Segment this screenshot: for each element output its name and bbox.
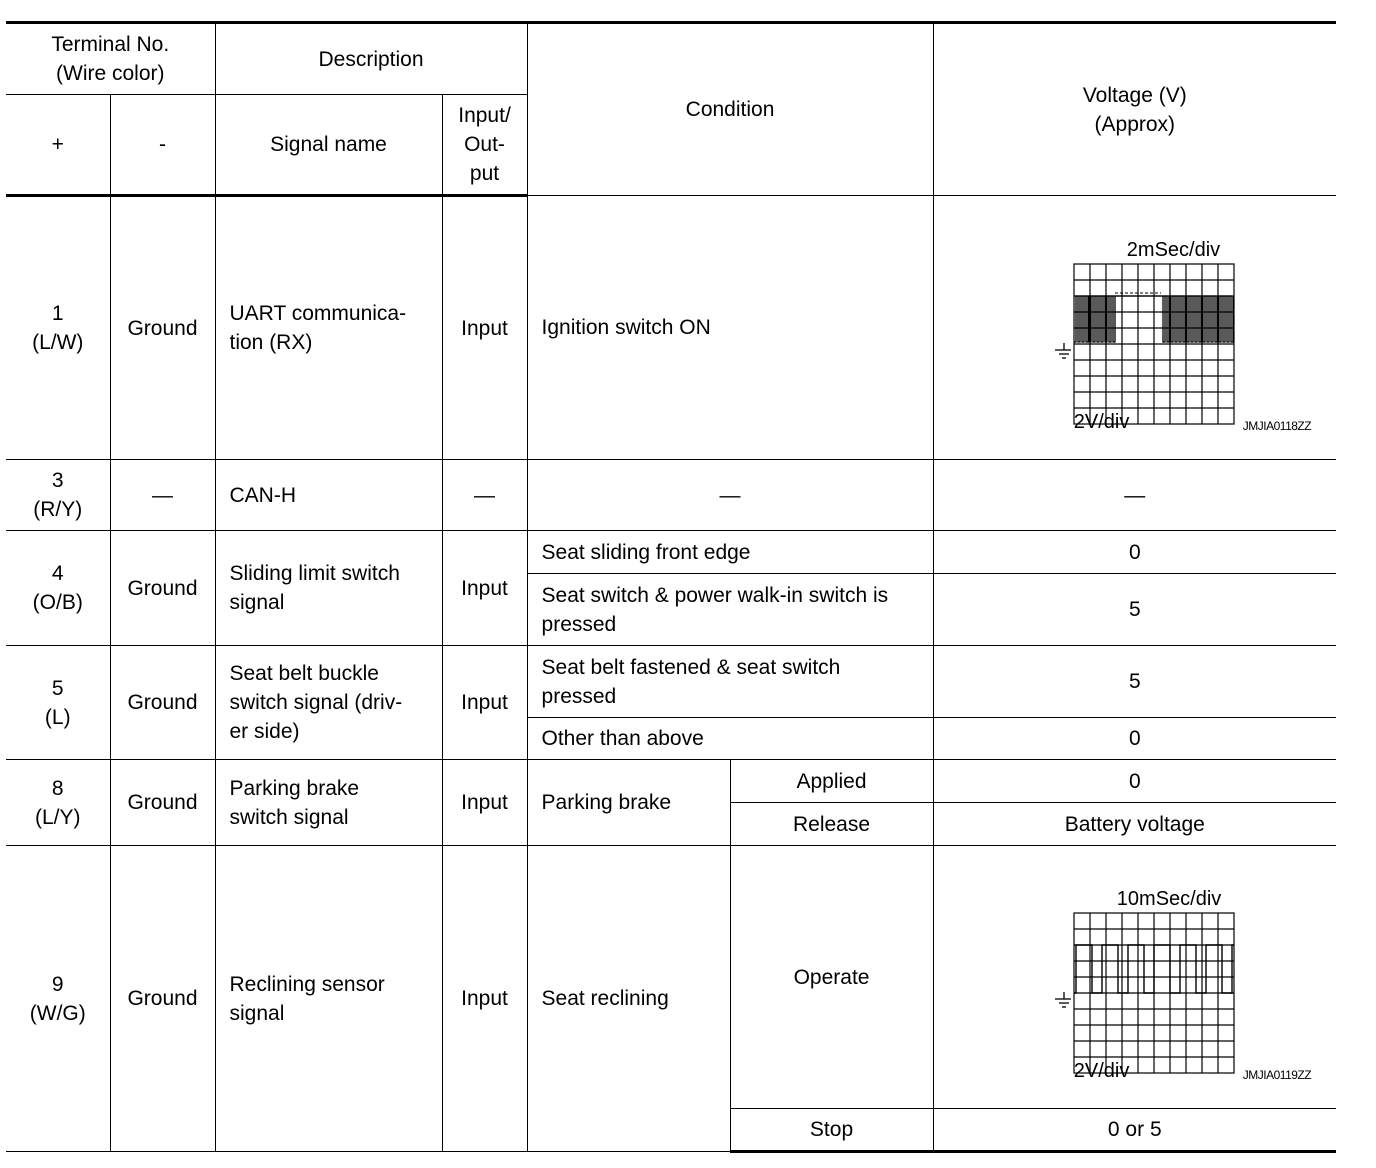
signal-name-cell [215, 531, 442, 646]
oscilloscope-uart [985, 223, 1312, 433]
ground-cell: Ground [110, 531, 215, 646]
condition-cell: Ignition switch ON [527, 196, 933, 460]
io-cell: Input [442, 531, 527, 646]
signal-line1: Sliding limit switch [229, 562, 400, 585]
condition-cell: Seat reclining [527, 846, 730, 1152]
header-io-line3: put [469, 162, 500, 185]
ground-cell: — [110, 460, 215, 531]
condition-cell: Seat sliding front edge [527, 531, 933, 574]
terminal-cell [6, 760, 110, 846]
table-row [6, 760, 1336, 803]
header-wire-color: (Wire color) [56, 62, 165, 85]
voltage-cell: — [933, 460, 1336, 531]
header-description: Description [215, 23, 527, 95]
time-div-label: 10mSec/div [1116, 888, 1222, 910]
header-voltage [933, 23, 1336, 196]
signal-name-cell [215, 646, 442, 760]
header-input-output [442, 95, 527, 196]
io-cell: Input [442, 846, 527, 1152]
state-cell: Stop [730, 1109, 933, 1152]
state-cell: Applied [730, 760, 933, 803]
terminal-cell [6, 531, 110, 646]
condition-line1: Seat belt fastened & seat switch [541, 655, 841, 679]
ground-cell: Ground [110, 846, 215, 1152]
reclining-waveform-graph [985, 872, 1285, 1082]
signal-line2: switch signal (driv- [229, 691, 403, 714]
wire-color: (W/G) [29, 1001, 86, 1025]
signal-name-cell [215, 760, 442, 846]
signal-line2: tion (RX) [229, 331, 313, 354]
header-io-line2: Out- [464, 133, 505, 156]
ground-symbol [1055, 343, 1071, 358]
terminal-number: 9 [51, 972, 64, 996]
header-condition: Condition [527, 23, 933, 196]
wire-color: (O/B) [32, 591, 83, 614]
state-cell: Operate [730, 846, 933, 1109]
header-terminal [6, 23, 215, 95]
voltage-cell [933, 846, 1336, 1109]
voltage-cell: 0 [933, 718, 1336, 760]
io-cell: Input [442, 760, 527, 846]
signal-name-cell [215, 196, 442, 460]
voltage-cell [933, 196, 1336, 460]
voltage-cell: 5 [933, 646, 1336, 718]
terminal-number: 4 [51, 562, 64, 585]
terminal-number: 5 [51, 676, 64, 700]
signal-line1: Parking brake [229, 776, 360, 800]
header-voltage-label: Voltage (V) [1082, 83, 1187, 107]
voltage-cell: Battery voltage [933, 803, 1336, 846]
io-cell: Input [442, 196, 527, 460]
io-cell: Input [442, 646, 527, 760]
header-signal-name: Signal name [215, 95, 442, 196]
terminal-number: 1 [51, 302, 64, 325]
wire-color: (L) [44, 705, 71, 729]
volt-div-label: 2V/div [1073, 1060, 1130, 1082]
signal-line1: Reclining sensor [229, 972, 385, 996]
terminal-cell [6, 646, 110, 760]
figure-code: JMJIA0118ZZ [1242, 418, 1312, 433]
condition-line1: Seat switch & power walk-in switch is [541, 583, 889, 607]
signal-line1: UART communica- [229, 302, 407, 325]
condition-cell: — [527, 460, 933, 531]
uart-waveform-graph [985, 223, 1285, 433]
table-row [6, 196, 1336, 460]
signal-name-cell [215, 846, 442, 1152]
signal-line1: Seat belt buckle [229, 662, 379, 685]
wire-color: (R/Y) [33, 498, 83, 521]
voltage-cell: 0 [933, 760, 1336, 803]
signal-line2: signal [229, 591, 285, 614]
header-plus: + [6, 95, 110, 196]
terminal-number: 8 [51, 776, 64, 800]
table-row [6, 646, 1336, 718]
terminal-cell [6, 460, 110, 531]
condition-cell: Parking brake [527, 760, 730, 846]
condition-line2: pressed [541, 684, 617, 708]
header-terminal-no: Terminal No. [51, 33, 170, 56]
table-row [6, 460, 1336, 531]
volt-div-label: 2V/div [1073, 410, 1130, 433]
time-div-label: 2mSec/div [1126, 238, 1221, 261]
ground-symbol [1055, 992, 1071, 1007]
condition-cell: Other than above [527, 718, 933, 760]
terminal-cell [6, 196, 110, 460]
condition-cell [527, 574, 933, 646]
scope-grid [1074, 264, 1234, 424]
table-row [6, 846, 1336, 1109]
state-cell: Release [730, 803, 933, 846]
voltage-cell: 5 [933, 574, 1336, 646]
signal-name-cell: CAN-H [215, 460, 442, 531]
voltage-cell: 0 [933, 531, 1336, 574]
header-io-line1: Input/ [458, 104, 511, 127]
voltage-cell: 0 or 5 [933, 1109, 1336, 1152]
wire-color: (L/W) [32, 331, 84, 354]
io-cell: — [442, 460, 527, 531]
ground-cell: Ground [110, 196, 215, 460]
terminal-number: 3 [51, 469, 64, 492]
header-row [6, 23, 1336, 95]
condition-cell [527, 646, 933, 718]
condition-line2: pressed [541, 612, 617, 636]
signal-line3: er side) [229, 720, 300, 743]
terminal-table [6, 21, 1336, 1153]
oscilloscope-reclining [985, 872, 1312, 1082]
figure-code: JMJIA0119ZZ [1242, 1068, 1312, 1082]
table-row [6, 531, 1336, 574]
wire-color: (L/Y) [34, 805, 81, 829]
ground-cell: Ground [110, 760, 215, 846]
ground-cell: Ground [110, 646, 215, 760]
header-approx-label: (Approx) [1094, 112, 1176, 136]
signal-line2: signal [229, 1001, 285, 1025]
reclining-waveform [1074, 945, 1234, 993]
header-minus: - [110, 95, 215, 196]
signal-line2: switch signal [229, 805, 349, 829]
terminal-cell [6, 846, 110, 1152]
